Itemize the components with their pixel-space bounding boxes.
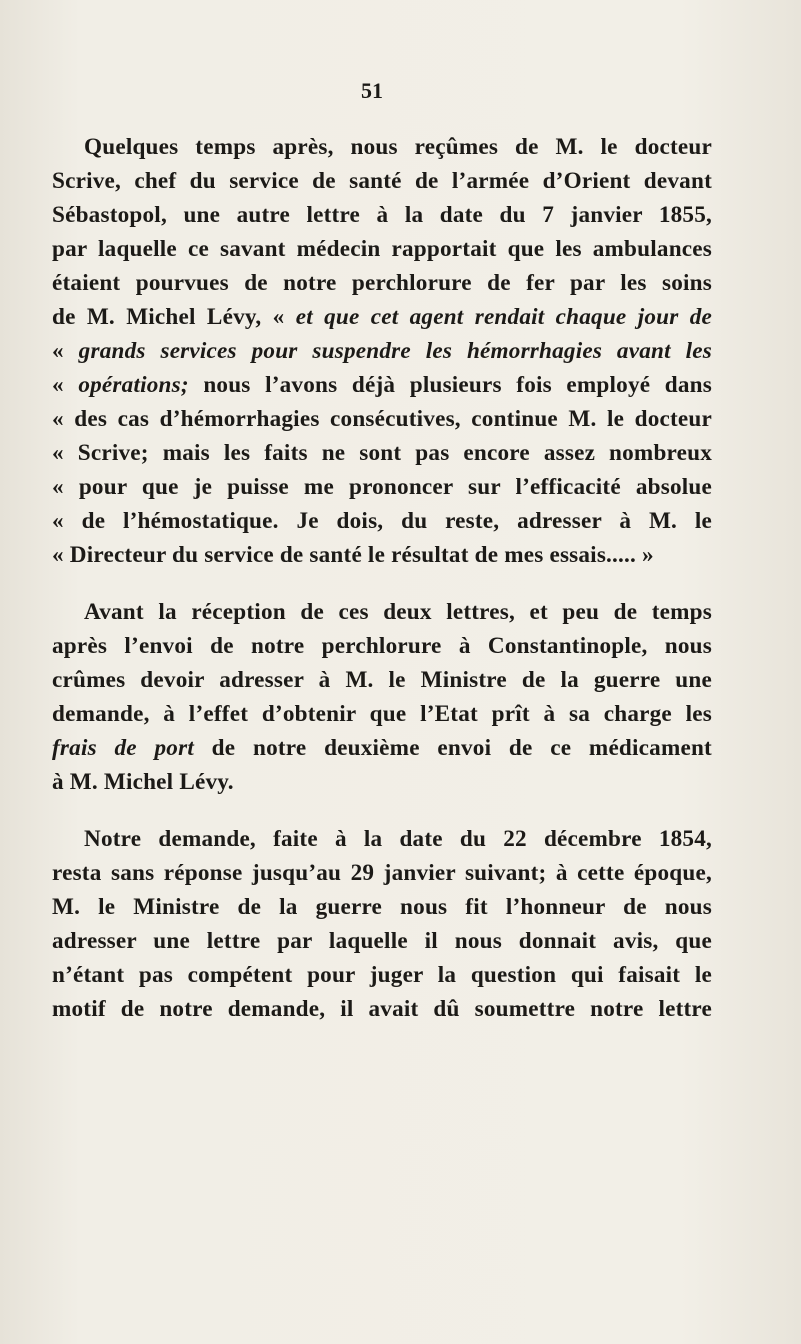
text-line: par laquelle ce savant médecin rapportait que les ambulances xyxy=(52,236,712,262)
text-line: après l’envoi de notre perchlorure à Constantinople, nous xyxy=(52,633,712,659)
text-line: « Directeur du service de santé le résultat de mes essais..... » xyxy=(52,542,654,568)
text-line: resta sans réponse jusqu’au 29 janvier suivant; à cette époque, xyxy=(52,860,712,886)
text-line: motif de notre demande, il avait dû soumettre notre lettre xyxy=(52,996,712,1022)
text-line: Sébastopol, une autre lettre à la date du 7 janvier 1855, xyxy=(52,202,712,228)
text-line: Notre demande, faite à la date du 22 décembre 1854, xyxy=(84,826,712,852)
text-line: n’étant pas compétent pour juger la question qui faisait le xyxy=(52,962,712,988)
text-line: « pour que je puisse me prononcer sur l’efficacité absolue xyxy=(52,474,712,500)
text-line: Avant la réception de ces deux lettres, et peu de temps xyxy=(84,599,712,625)
text-line: de M. Michel Lévy, « et que cet agent rendait chaque jour de xyxy=(52,304,712,330)
text-line: adresser une lettre par laquelle il nous donnait avis, que xyxy=(52,928,712,954)
text-line: « Scrive; mais les faits ne sont pas encore assez nombreux xyxy=(52,440,712,466)
text-line: à M. Michel Lévy. xyxy=(52,769,234,795)
text-line: Scrive, chef du service de santé de l’armée d’Orient devant xyxy=(52,168,712,194)
paragraph-3 xyxy=(52,822,712,1026)
text-line: Quelques temps après, nous reçûmes de M. le docteur xyxy=(84,134,712,160)
text-line: frais de port de notre deuxième envoi de ce médicament xyxy=(52,735,712,761)
paragraph-1 xyxy=(52,130,712,572)
text-line: « de l’hémostatique. Je dois, du reste, adresser à M. le xyxy=(52,508,712,534)
page-number: 51 xyxy=(361,78,383,103)
paragraph-2 xyxy=(52,595,712,799)
body-text xyxy=(52,130,712,1026)
text-line: « opérations; nous l’avons déjà plusieurs fois employé dans xyxy=(52,372,712,398)
text-line: « grands services pour suspendre les hémorrhagies avant les xyxy=(52,338,712,364)
text-line: demande, à l’effet d’obtenir que l’Etat prît à sa charge les xyxy=(52,701,712,727)
text-line: étaient pourvues de notre perchlorure de fer par les soins xyxy=(52,270,712,296)
text-line: crûmes devoir adresser à M. le Ministre de la guerre une xyxy=(52,667,712,693)
text-line: « des cas d’hémorrhagies consécutives, continue M. le docteur xyxy=(52,406,712,432)
text-line: M. le Ministre de la guerre nous fit l’honneur de nous xyxy=(52,894,712,920)
